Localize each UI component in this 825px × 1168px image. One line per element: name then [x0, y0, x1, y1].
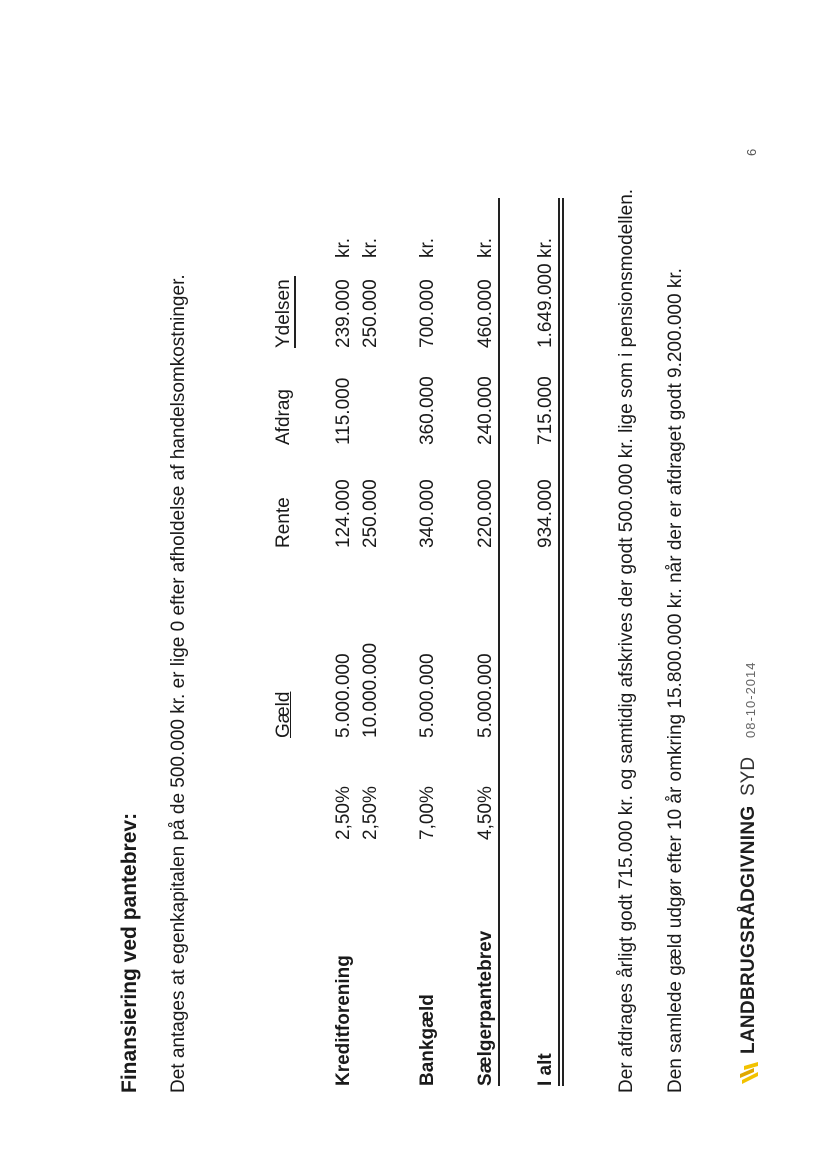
total-unit: kr.: [535, 237, 556, 258]
row4-underline: [498, 198, 500, 1086]
row2-ydelsen: 250.000: [360, 279, 381, 348]
row-label-saelgerpantebrev: Sælgerpantebrev: [475, 930, 496, 1086]
row3-gaeld: 5.000.000: [417, 653, 438, 738]
brand-name: LANDBRUGSRÅDGIVNING: [738, 805, 759, 1054]
total-double-underline: [562, 198, 564, 1086]
row1-unit: kr.: [333, 237, 354, 258]
row-label-kreditforening: Kreditforening: [333, 955, 354, 1086]
row1-afdrag: 115.000: [333, 377, 354, 445]
total-afdrag: 715.000: [535, 376, 556, 445]
wheat-logo-icon: [738, 1060, 762, 1086]
row3-rente: 340.000: [417, 479, 438, 548]
intro-paragraph: Det antages at egenkapitalen på de 500.000 kr. er lige 0 efter afholdelse af handelsomkostninger.: [168, 274, 189, 1093]
total-label: I alt: [535, 1053, 556, 1086]
row1-rate: 2,50%: [333, 786, 354, 840]
row2-rate: 2,50%: [360, 786, 381, 840]
header-rente: Rente: [273, 497, 294, 548]
row4-ydelsen: 460.000: [475, 279, 496, 348]
row4-unit: kr.: [475, 237, 496, 258]
total-rente: 934.000: [535, 479, 556, 548]
row1-gaeld: 5.000.000: [333, 653, 354, 738]
total-ydelsen: 1.649.000: [535, 263, 556, 348]
row4-afdrag: 240.000: [475, 376, 496, 445]
row1-rente: 124.000: [333, 479, 354, 548]
row4-gaeld: 5.000.000: [475, 653, 496, 738]
row3-rate: 7,00%: [417, 786, 438, 840]
row1-ydelsen: 239.000: [333, 279, 354, 348]
row3-afdrag: 360.000: [417, 376, 438, 445]
row3-unit: kr.: [417, 237, 438, 258]
header-ydelsen: Ydelsen: [273, 279, 294, 348]
row2-gaeld: 10.000.000: [360, 642, 381, 738]
footer-date: 08-10-2014: [743, 661, 758, 738]
header-gaeld: Gæld: [273, 691, 294, 738]
total-underline: [558, 198, 560, 1086]
paragraph-gaeld: Den samlede gæld udgør efter 10 år omkring 15.800.000 kr. når der er afdraget godt 9.200.000 kr.: [665, 268, 686, 1093]
paragraph-afdrag: Der afdrages årligt godt 715.000 kr. og samtidig afskrives der godt 500.000 kr. lige som i pensionsmodellen.: [616, 188, 637, 1093]
header-afdrag: Afdrag: [273, 389, 294, 445]
row3-ydelsen: 700.000: [417, 279, 438, 348]
page-title: Finansiering ved pantebrev:: [118, 812, 141, 1093]
ydelsen-underline: [294, 276, 296, 348]
row-label-bankgaeld: Bankgæld: [417, 994, 438, 1086]
page-number: 6: [744, 148, 759, 156]
row2-rente: 250.000: [360, 479, 381, 548]
row2-unit: kr.: [360, 237, 381, 258]
row4-rente: 220.000: [475, 479, 496, 548]
brand-region: SYD: [738, 756, 759, 796]
row4-rate: 4,50%: [475, 786, 496, 840]
